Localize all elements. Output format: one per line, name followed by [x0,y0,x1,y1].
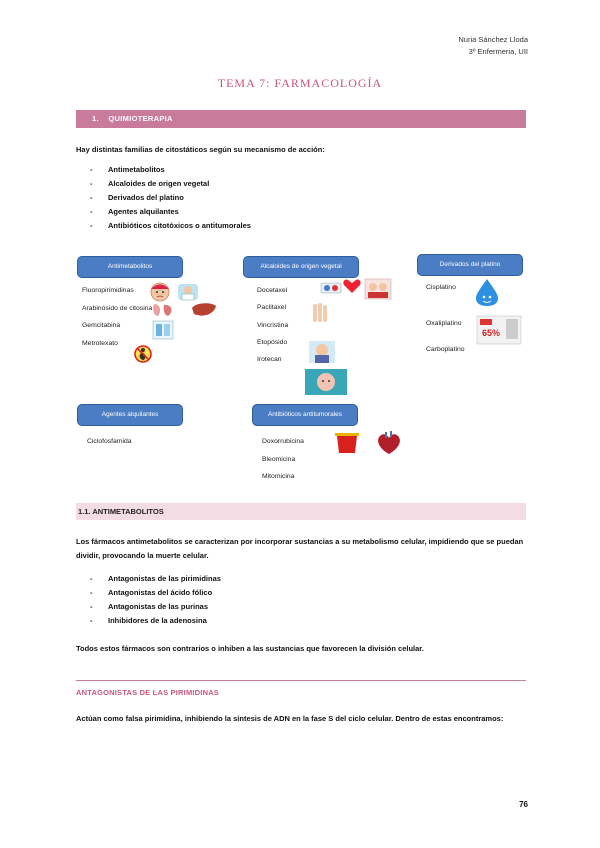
sick-face-icon [148,280,172,302]
drug-label: Oxaliplatino [426,320,462,327]
antimetabolitos-paragraph: Los fármacos antimetabolitos se caracterizan por incorporar sustancias a su metabolismo celular, impidiendo que se puedan dividir, provocando la muerte celular. [76,537,524,560]
heart-hands-icon [342,277,362,295]
drug-label: Mitomicina [262,473,295,480]
red-container-icon [334,432,360,454]
liver-icon [190,300,218,320]
list-item: - Antibióticos citotóxicos o antitumorales [76,219,476,233]
heart-organ-icon [374,430,404,456]
section-heading-bar [76,110,526,128]
water-drop-icon [474,277,500,307]
drug-label: Ciclofosfamida [87,438,132,445]
page-title: TEMA 7: FARMACOLOGÍA [217,76,383,90]
patients-icon [364,278,392,300]
category-box-antibioticos: Antibióticos antitumorales [252,404,358,426]
antimetabolite-types-list [76,572,476,628]
list-item: - Alcaloides de origen vegetal [76,177,476,191]
drug-label: Cisplatino [426,284,456,291]
drug-label: Arabinósido de citosina [82,305,153,312]
doctor-icon [176,282,200,302]
divider-line [76,680,526,681]
percentage-badge: 65% [482,328,501,338]
author-course: 3º Enfermeria, UII [468,47,528,56]
list-item: - Inhibidores de la adenosina [76,614,476,628]
summary-paragraph: Todos estos fármacos son contrarios o inhiben a las sustancias que favorecen la división celular. [76,644,424,653]
list-item: - Antagonistas de las pirimidinas [76,572,476,586]
author-name: Nuria Sánchez Lloda [458,35,528,44]
category-box-alcaloides: Alcaloides de origen vegetal [243,256,359,278]
cell-diagram-icon [152,320,174,340]
list-item: - Derivados del platino [76,191,476,205]
drug-label: Metrotexato [82,340,118,347]
drug-label: Bleomicina [262,456,296,463]
bald-patient-icon [304,368,348,396]
section-heading: 1. QUIMIOTERAPIA [92,114,173,123]
drug-label: Irotecan [257,356,282,363]
organs-icon [150,302,176,318]
pirimidinas-heading: ANTAGONISTAS DE LAS PIRIMIDINAS [76,688,220,697]
list-item: - Antagonistas de las purinas [76,600,476,614]
subsection-heading: 1.1. ANTIMETABOLITOS [78,507,164,516]
category-box-alquilantes: Agentes alquilantes [77,404,183,426]
section-intro: Hay distintas familias de citostáticos según su mecanismo de acción: [76,145,325,154]
no-pregnancy-icon [134,344,152,364]
hair-loss-icon [308,340,336,364]
drug-label: Vincristina [257,322,289,329]
header-author-block [458,34,528,58]
pills-icon [320,281,342,295]
drug-label: Doxorrubicina [262,438,304,445]
drug-label: Docetaxel [257,287,288,294]
drug-label: Fluoropirimidinas [82,287,134,294]
category-box-antimetabolitos: Antimetabolitos [77,256,183,278]
subsection-heading-bar [76,503,526,520]
drug-label: Etopósido [257,339,288,346]
category-box-platino: Derivados del platino [417,254,523,276]
drug-label: Paclitaxel [257,304,287,311]
drug-label: Gemcitabina [82,322,121,329]
families-list [76,163,476,233]
page-number: 76 [519,800,528,809]
list-item: - Antagonistas del ácido fólico [76,586,476,600]
fingernails-icon [308,302,332,324]
drug-label: Carboplatino [426,346,465,353]
pirimidinas-paragraph: Actúan como falsa pirimidina, inhibiendo la síntesis de ADN en la fase S del ciclo celular. Dentro de estas encontramos: [76,714,504,723]
list-item: - Antimetabolitos [76,163,476,177]
list-item: - Agentes alquilantes [76,205,476,219]
